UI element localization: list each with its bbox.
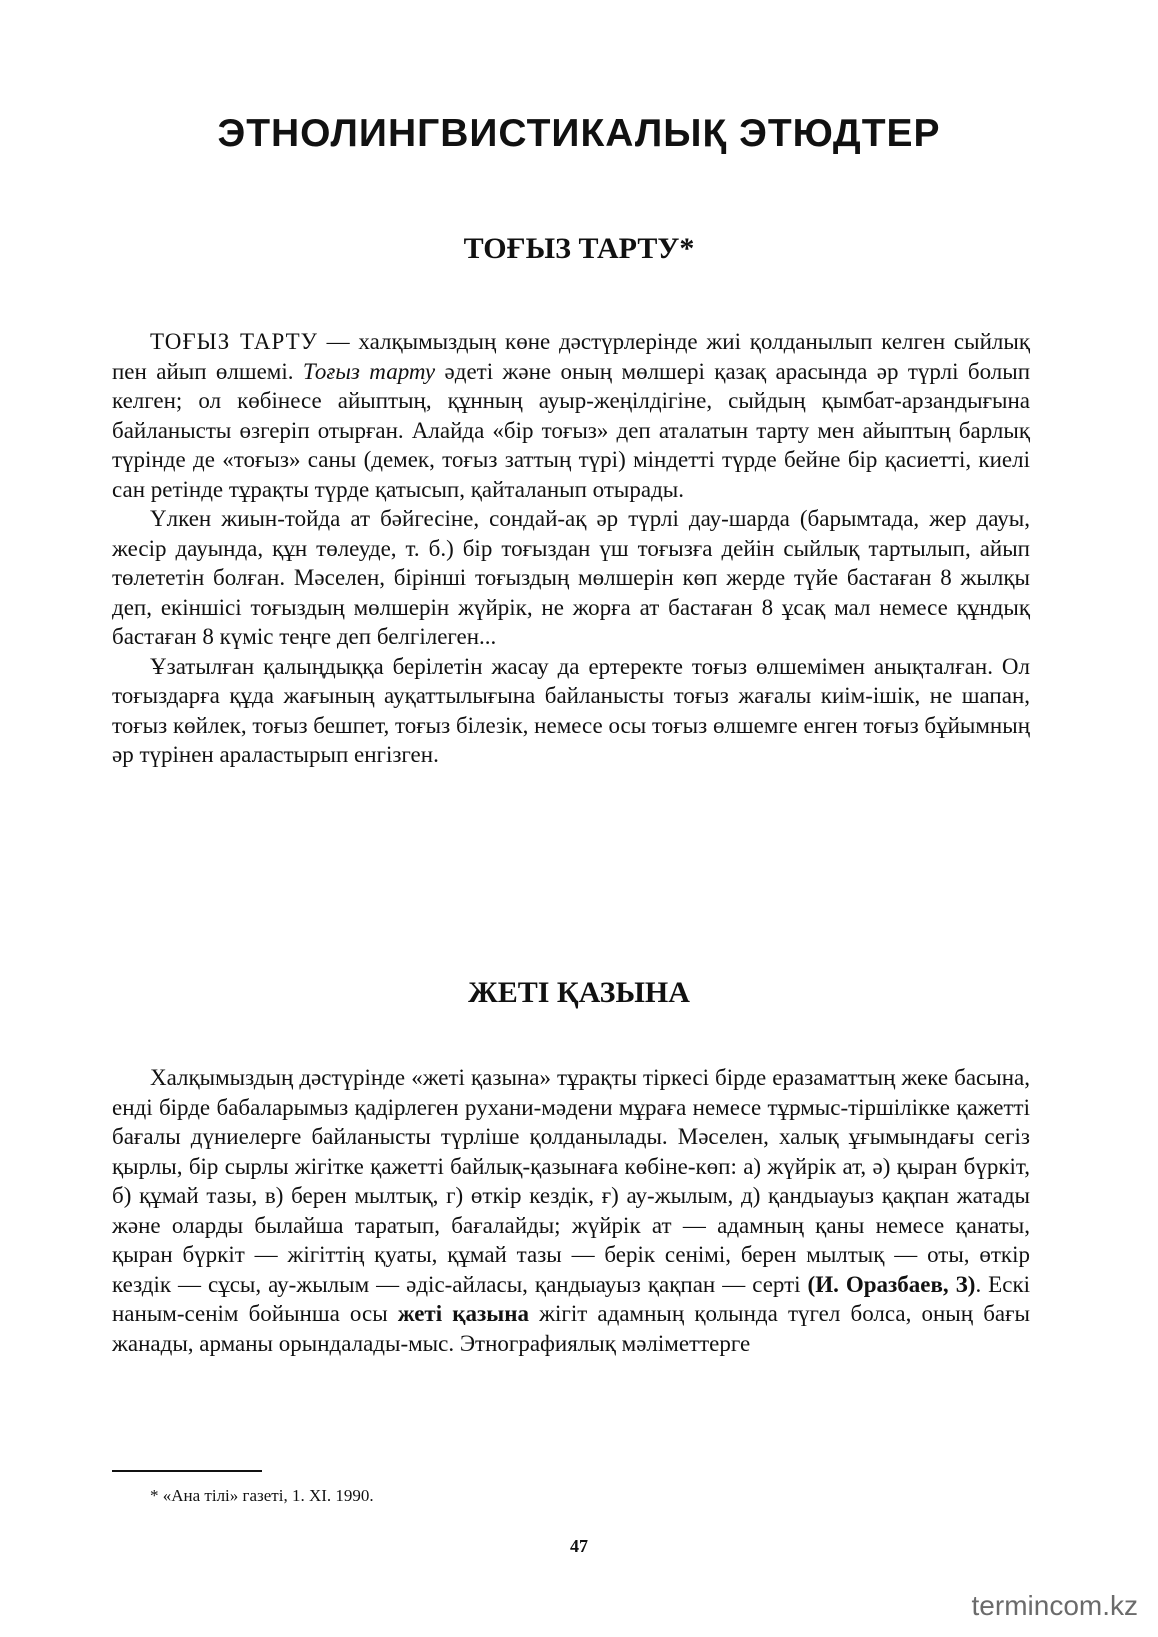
paragraph-text: — халқымыздың көне дәстүрлерінде жиі қолданылып келген сыйлық пен айып өлшемі.	[112, 329, 1030, 384]
paragraph-text: Халқымыздың дәстүрінде «жеті қазына» тұрақты тіркесі бірде еразаматтың жеке басына, енді бірде бабаларымыз қадірлеген рухани-мәдени мұраға немесе тұрмыс-тіршілікке қажетті бағалы дүниелерге байланысты түрліше қолданылады. Мәселен, халық ұғымындағы сегіз қырлы, бір сырлы жігітке қажетті байлық-қазынаға көбіне-көп: а) жүйрік ат, ә) қыран бүркіт, б) құмай тазы, в) берен мылтық, г) өткір кездік, ғ) ау-жылым, д) қандыауыз қақпан жатады және оларды былайша таратып, бағалайды; жүйрік ат — адамның қаны немесе қанаты, қыран бүркіт — жігіттің қуаты, құмай тазы — берік сенімі, берен мылтық — оты, өткір кездік — сұсы, ау-жылым — әдіс-айласы, қандыауыз қақпан — серті	[112, 1065, 1030, 1297]
lead-term: ТОҒЫЗ ТАРТУ	[150, 329, 318, 354]
citation: (И. Оразбаев, З)	[807, 1271, 976, 1297]
section-body-zheti-qazyna	[112, 1063, 1030, 1358]
page-number: 47	[570, 1536, 588, 1556]
paragraph	[112, 327, 1030, 504]
paragraph: Ұзатылған қалыңдыққа берілетін жасау да ертеректе тоғыз өлшемімен анықталған. Ол тоғыздарға құда жағының ауқаттылығына байланысты тоғыз жағалы киім-ішік, не шапан, тоғыз көйлек, тоғыз бешпет, тоғыз білезік, немесе осы тоғыз өлшемге енген тоғыз бұйымның әр түрінен араластырып енгізген.	[112, 653, 1030, 767]
paragraph: Үлкен жиын-тойда ат бәйгесіне, сондай-ақ әр түрлі дау-шарда (барымтада, жер дауы, жесір дауында, құн төлеуде, т. б.) бір тоғыздан үш тоғызға дейін сыйлық тартылып, айып төлететін болған. Мәселен, бірінші тоғыздың мөлшерін көп жерде түйе бастаған 8 жылқы деп, екіншісі тоғыздың мөлшерін жүйрік, не жорға ат бастаған 8 ұсақ мал немесе құндық бастаған 8 күміс теңге деп белгілеген...	[112, 506, 1030, 649]
bold-term: жеті қазына	[397, 1301, 529, 1326]
footnote-divider	[112, 1470, 262, 1472]
footnote: * «Ана тілі» газеті, 1. XI. 1990.	[150, 1486, 374, 1505]
paragraph-text: әдеті және оның мөлшері қазақ арасында әр түрлі болып келген; ол көбінесе айыптың, құнның ауыр-жеңілдігіне, сыйдың қымбат-арзандығына байланысты өзгеріп отырған. Алайда «бір тоғыз» деп аталатын тарту мен айыптың барлық түрінде де «тоғыз» саны (демек, тоғыз заттың түрі) міндетті түрде бейне бір қасиетті, киелі сан ретінде тұрақты түрде қатысып, қайталанып отырады.	[112, 358, 1031, 502]
section-title-togyz-tartu: ТОҒЫЗ ТАРТУ*	[463, 232, 695, 265]
paragraph-text: жігіт адамның қолында түгел болса, оның бағы жанады, арманы орындалады-мыс. Этнографиялық мәліметтерге	[112, 1301, 1031, 1356]
italic-term: Тоғыз тарту	[302, 358, 436, 384]
paragraph-text: . Ескі наным-сенім бойынша осы	[112, 1271, 1031, 1326]
book-title: ЭТНОЛИНГВИСТИКАЛЫҚ ЭТЮДТЕР	[217, 112, 941, 155]
watermark: termincom.kz	[971, 1590, 1138, 1621]
paragraph	[112, 1063, 1030, 1358]
section-body-togyz-tartu	[112, 327, 1030, 770]
section-title-zheti-qazyna: ЖЕТІ ҚАЗЫНА	[468, 976, 690, 1009]
